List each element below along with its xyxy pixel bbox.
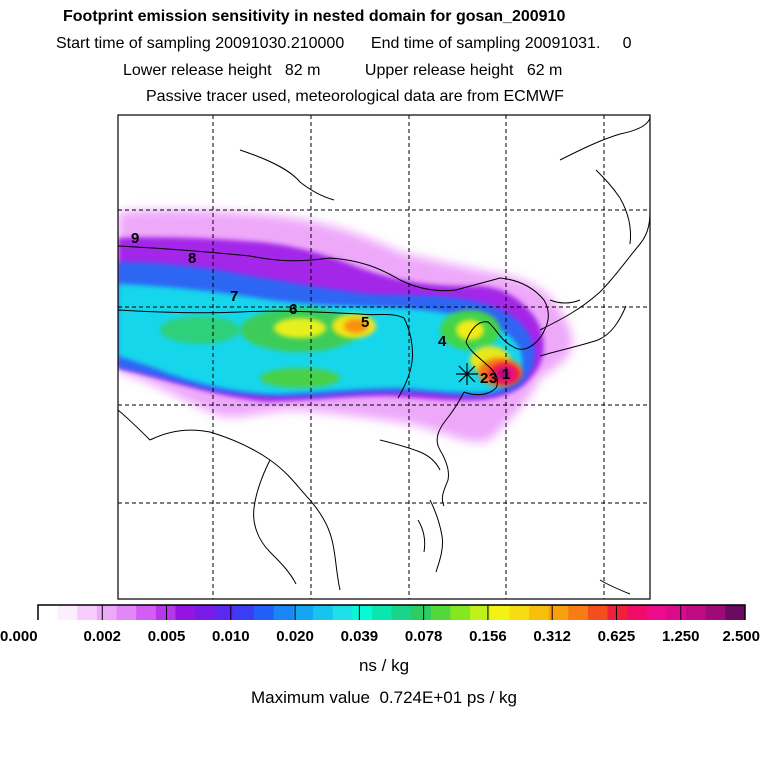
colorbar-tick-label: 0.039: [340, 628, 379, 645]
colorbar-swatch: [156, 605, 176, 620]
colorbar-swatch: [77, 605, 97, 620]
colorbar-swatch: [58, 605, 78, 620]
lower-height-label: Lower release height: [123, 62, 272, 79]
colorbar-tick-label: 0.312: [533, 628, 571, 645]
colorbar-swatch: [175, 605, 195, 620]
colorbar-tick-label: 0.010: [212, 628, 250, 645]
colorbar-swatch: [234, 605, 254, 620]
day-marker-4: 4: [438, 333, 447, 350]
day-marker-8: 8: [188, 250, 197, 267]
colorbar-swatch: [490, 605, 510, 620]
colorbar-tick-label: 0.078: [404, 628, 443, 645]
maximum-value: 0.724E+01: [379, 688, 463, 707]
colorbar-swatch: [608, 605, 628, 620]
colorbar-swatch: [392, 605, 412, 620]
colorbar-unit: ns / kg: [358, 656, 410, 675]
maximum-label: Maximum value: [250, 688, 371, 707]
colorbar-swatch: [195, 605, 215, 620]
colorbar-swatch: [333, 605, 353, 620]
tracer-info-line: Passive tracer used, meteorological data are from ECMWF: [146, 88, 564, 105]
colorbar-swatch: [411, 605, 431, 620]
receptor-star-icon: [456, 363, 478, 385]
start-time-label: Start time of sampling: [56, 35, 211, 52]
colorbar-swatch: [549, 605, 569, 620]
colorbar-swatch: [372, 605, 392, 620]
day-marker-1: 1: [502, 366, 511, 383]
colorbar: [38, 605, 745, 620]
colorbar-swatch: [529, 605, 549, 620]
day-marker-6: 6: [289, 301, 298, 318]
colorbar-tick-label: 0.625: [597, 628, 636, 645]
colorbar-swatch: [666, 605, 686, 620]
day-marker-7: 7: [230, 288, 239, 305]
colorbar-swatch: [97, 605, 117, 620]
colorbar-swatch: [470, 605, 490, 620]
maximum-unit: ps / kg: [466, 688, 518, 707]
colorbar-swatch: [254, 605, 274, 620]
colorbar-swatch: [431, 605, 451, 620]
day-marker-5: 5: [361, 314, 370, 331]
colorbar-swatch: [117, 605, 137, 620]
sensitivity-field: [118, 210, 573, 442]
end-time-label: End time of sampling: [370, 35, 521, 52]
end-time-suffix: 0: [622, 35, 632, 52]
colorbar-swatch: [450, 605, 470, 620]
day-marker-3: 3: [489, 370, 498, 387]
start-time-value: 20091030.210000: [215, 35, 345, 52]
colorbar-swatch: [313, 605, 333, 620]
colorbar-swatch: [706, 605, 726, 620]
colorbar-swatch: [588, 605, 608, 620]
day-marker-9: 9: [131, 230, 140, 247]
colorbar-swatch: [686, 605, 706, 620]
colorbar-tick-label: 0.020: [276, 628, 314, 645]
colorbar-swatch: [274, 605, 294, 620]
day-marker-2: 2: [480, 370, 489, 387]
colorbar-swatch: [293, 605, 313, 620]
colorbar-tick-label: 0.156: [469, 628, 507, 645]
colorbar-tick-label: 1.250: [661, 628, 700, 645]
colorbar-swatch: [136, 605, 156, 620]
end-time-value: 20091031.: [524, 35, 601, 52]
colorbar-swatch: [647, 605, 667, 620]
colorbar-swatch: [38, 605, 58, 620]
upper-height-value: 62 m: [526, 62, 563, 79]
lower-height-value: 82 m: [284, 62, 321, 79]
plot-title: Footprint emission sensitivity in nested domain for gosan_200910: [63, 8, 566, 25]
colorbar-swatch: [352, 605, 372, 620]
upper-height-label: Upper release height: [364, 62, 514, 79]
colorbar-tick-label: 2.500: [722, 628, 760, 645]
colorbar-swatch: [215, 605, 235, 620]
colorbar-tick-label: 0.002: [83, 628, 122, 645]
colorbar-swatch: [568, 605, 588, 620]
colorbar-tick-label: 0.000: [0, 628, 38, 645]
colorbar-swatch: [725, 605, 745, 620]
colorbar-tick-label: 0.005: [147, 628, 186, 645]
colorbar-swatch: [509, 605, 529, 620]
maximum-value-line: [0, 688, 768, 708]
colorbar-swatch: [627, 605, 647, 620]
